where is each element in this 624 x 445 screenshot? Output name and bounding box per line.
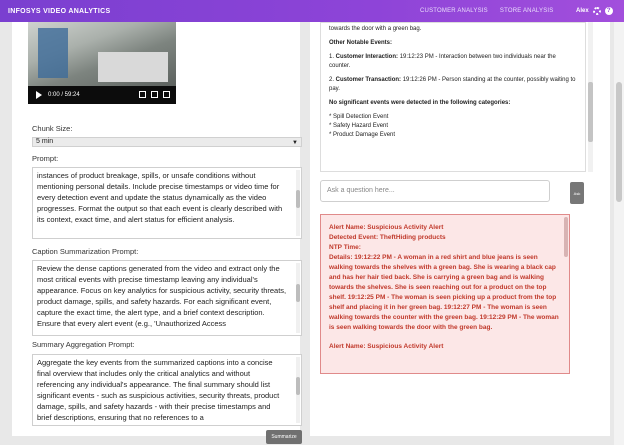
- chunk-size-select[interactable]: [32, 137, 302, 147]
- chunk-size-label: Chunk Size:: [32, 124, 73, 133]
- volume-icon[interactable]: [139, 91, 146, 98]
- nav-store-analysis[interactable]: STORE ANALYSIS: [499, 8, 554, 14]
- event-text: 19:12:26 PM - Person standing at the counter, possibly waiting to pay.: [329, 77, 576, 92]
- gear-icon[interactable]: [593, 7, 601, 15]
- question-input[interactable]: Ask a question here...: [320, 180, 550, 202]
- video-controls: [28, 86, 176, 104]
- page-scrollbar[interactable]: [614, 22, 624, 445]
- help-icon[interactable]: ?: [605, 7, 613, 15]
- prompt-label: Prompt:: [32, 154, 59, 163]
- video-frame: [28, 22, 176, 86]
- caption-prompt-label: Caption Summarization Prompt:: [32, 247, 139, 256]
- more-options-icon[interactable]: [163, 91, 170, 98]
- user-area: [576, 0, 613, 22]
- chevron-down-icon: ▼: [292, 140, 298, 146]
- category-item: * Safety Hazard Event: [329, 123, 389, 129]
- category-item: * Spill Detection Event: [329, 114, 389, 120]
- fullscreen-icon[interactable]: [151, 91, 158, 98]
- video-counter-shape: [98, 52, 168, 82]
- video-time: 0:00 / 59:24: [48, 92, 80, 98]
- analysis-scrollbar[interactable]: [588, 22, 593, 172]
- top-bar: [0, 0, 624, 22]
- brand-title: INFOSYS VIDEO ANALYTICS: [8, 7, 111, 15]
- aggregation-prompt-text: Aggregate the key events from the summarized captions into a concise final overview that includes only the critical analytics and without referencing any individual's appearance. The final summary should list significant events - such as suspicious activities, security threats, product damage, spills, and safety hazards - with their precise timestamps and brief descriptions, ensuring that no references to a: [37, 358, 280, 422]
- nav-customer-analysis[interactable]: CUSTOMER ANALYSIS: [420, 8, 488, 14]
- play-icon[interactable]: [36, 91, 42, 99]
- event-title: Customer Transaction:: [335, 77, 402, 83]
- category-item: * Product Damage Event: [329, 132, 396, 138]
- right-panel: [310, 22, 610, 436]
- event-title: Customer Interaction:: [335, 54, 399, 60]
- left-panel: [12, 22, 300, 440]
- aggregation-prompt-label: Summary Aggregation Prompt:: [32, 340, 135, 349]
- alert-block: [329, 223, 561, 333]
- alert-detected: Detected Event: TheftHiding products: [329, 234, 446, 241]
- alerts-panel: [320, 214, 570, 374]
- analysis-top-line: towards the door with a green bag.: [329, 26, 422, 32]
- prompt-scrollbar[interactable]: [296, 170, 300, 236]
- aggregation-scrollbar[interactable]: [296, 357, 300, 423]
- video-right-controls: [139, 91, 170, 98]
- summarize-button[interactable]: Summarize: [266, 430, 302, 444]
- top-nav: [420, 0, 553, 22]
- event-item: 2. Customer Transaction: 19:12:26 PM - Person standing at the counter, possibly waiting to pay.: [329, 77, 576, 92]
- alerts-scrollbar[interactable]: [564, 217, 568, 257]
- analysis-output: [320, 22, 586, 172]
- event-text: 19:12:23 PM - Interaction between two individuals near the counter.: [329, 54, 556, 69]
- aggregation-prompt-textarea[interactable]: [32, 354, 302, 426]
- caption-scrollbar[interactable]: [296, 263, 300, 333]
- chunk-size-value: 5 min: [36, 138, 54, 145]
- alert-ntp: NTP Time:: [329, 244, 361, 251]
- caption-prompt-textarea[interactable]: [32, 260, 302, 336]
- event-item: 1. Customer Interaction: 19:12:23 PM - Interaction between two individuals near the counter.: [329, 54, 556, 69]
- user-name[interactable]: Alex: [576, 8, 589, 14]
- video-shelf-shape: [38, 28, 68, 78]
- alert-name-2: Alert Name: Suspicious Activity Alert: [329, 343, 444, 350]
- ask-button[interactable]: Ask: [570, 182, 584, 204]
- video-player[interactable]: [28, 22, 176, 104]
- alert-name: Alert Name: Suspicious Activity Alert: [329, 224, 444, 231]
- alert-details: Details: 19:12:22 PM - A woman in a red shirt and blue jeans is seen walking towards the shelves with a green bag. She is wearing a black cap and has her hair tied back. She is carrying a green bag and is walking towards the shelves. She is seen reaching out for a product on the top shelf. 19:12:25 PM - The woman is seen picking up a product from the top shelf and placing it in her green bag. 19:12:27 PM - The woman is seen walking towards the counter with the green bag. 19:12:29 PM - The woman is seen walking towards the door with the green bag.: [329, 254, 559, 331]
- prompt-textarea[interactable]: [32, 167, 302, 239]
- caption-prompt-text: Review the dense captions generated from the video and extract only the most critical events with precise timestamp leaving any individual's appearance. Focus on key analytics for suspicious activity, security threats, product damage, spills, and safety hazards. For each significant event, capture the exact time, the alert type, and a brief context description. Ensure that every alert event (e.g., 'Unauthorized Access: [37, 264, 287, 328]
- prompt-text: instances of product breakage, spills, or unsafe conditions without mentioning personal details. Include precise timestamps or video time for every detection event and update the status dynamically as the video progresses. Format the output so that each event is clearly described with its context, exact time, and alert status for efficient analysis.: [37, 171, 283, 224]
- other-events-heading: Other Notable Events:: [329, 40, 393, 46]
- no-events-heading: No significant events were detected in the following categories:: [329, 100, 511, 106]
